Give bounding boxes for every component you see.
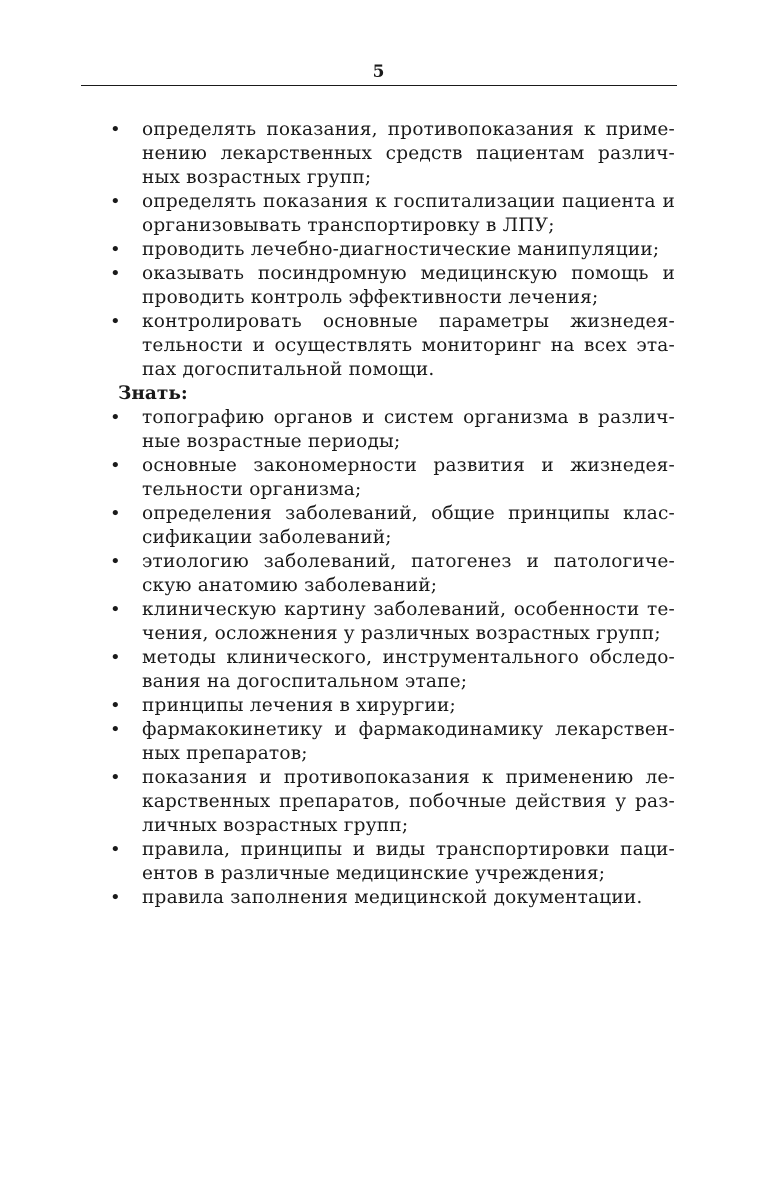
list-item-line: организовывать транспортировку в ЛПУ; <box>142 215 555 236</box>
page-content <box>110 118 675 910</box>
list-item-line: ных препаратов; <box>142 743 308 764</box>
list-item-line: проводить контроль эффективности лечения; <box>142 287 599 308</box>
list-item-line: скую анатомию заболеваний; <box>142 575 438 596</box>
list-item <box>110 886 675 910</box>
list-item-line: проводить лечебно-диагностические манипуляции; <box>142 239 660 260</box>
list-item <box>110 190 675 238</box>
bullet-icon: • <box>110 599 121 620</box>
list-item-line: определения заболеваний, общие принципы клас- <box>142 503 675 524</box>
bullet-icon: • <box>110 119 121 140</box>
bullet-icon: • <box>110 311 121 332</box>
bullet-icon: • <box>110 551 121 572</box>
list-item-line: оказывать посиндромную медицинскую помощь и <box>142 263 675 284</box>
list-item-line: фармакокинетику и фармакодинамику лекарствен- <box>142 719 675 740</box>
list-item-line: клиническую картину заболеваний, особенности те- <box>142 599 675 620</box>
bullet-icon: • <box>110 839 121 860</box>
list-item-line: топографию органов и систем организма в различ- <box>142 407 675 428</box>
list-item <box>110 718 675 766</box>
list-item-line: контролировать основные параметры жизнедея- <box>142 311 675 332</box>
bullet-icon: • <box>110 239 121 260</box>
list-item-line: методы клинического, инструментального обследо- <box>142 647 675 668</box>
list-item <box>110 262 675 310</box>
list-item-line: личных возрастных групп; <box>142 815 409 836</box>
list-item-line: ных возрастных групп; <box>142 167 372 188</box>
list-item <box>110 310 675 382</box>
bullet-icon: • <box>110 647 121 668</box>
know-heading: Знать: <box>118 383 188 404</box>
knowledge-list <box>110 406 675 910</box>
list-item <box>110 550 675 598</box>
list-item <box>110 454 675 502</box>
list-item <box>110 238 675 262</box>
list-item-line: карственных препаратов, побочные действия у раз- <box>142 791 675 812</box>
bullet-icon: • <box>110 503 121 524</box>
list-item <box>110 502 675 550</box>
list-item-line: принципы лечения в хирургии; <box>142 695 456 716</box>
bullet-icon: • <box>110 887 121 908</box>
skills-list <box>110 118 675 382</box>
list-item-line: основные закономерности развития и жизнедея- <box>142 455 675 476</box>
list-item <box>110 598 675 646</box>
list-item-line: тельности и осуществлять мониторинг на всех эта- <box>142 335 675 356</box>
list-item <box>110 646 675 694</box>
list-item-line: пах догоспитальной помощи. <box>142 359 435 380</box>
bullet-icon: • <box>110 191 121 212</box>
list-item-line: правила заполнения медицинской документации. <box>142 887 643 908</box>
bullet-icon: • <box>110 767 121 788</box>
list-item <box>110 406 675 454</box>
list-item-line: показания и противопоказания к применению ле- <box>142 767 675 788</box>
header-rule <box>81 85 677 86</box>
bullet-icon: • <box>110 263 121 284</box>
list-item-line: этиологию заболеваний, патогенез и патологиче- <box>142 551 675 572</box>
list-item-line: ентов в различные медицинские учреждения; <box>142 863 606 884</box>
list-item <box>110 838 675 886</box>
bullet-icon: • <box>110 455 121 476</box>
bullet-icon: • <box>110 719 121 740</box>
list-item-line: определять показания, противопоказания к приме- <box>142 119 675 140</box>
list-item-line: тельности организма; <box>142 479 362 500</box>
list-item-line: нению лекарственных средств пациентам различ- <box>142 143 675 164</box>
list-item <box>110 766 675 838</box>
list-item-line: правила, принципы и виды транспортировки паци- <box>142 839 675 860</box>
page-number: 5 <box>372 62 385 82</box>
list-item <box>110 118 675 190</box>
list-item-line: ные возрастные периоды; <box>142 431 401 452</box>
list-item <box>110 694 675 718</box>
bullet-icon: • <box>110 407 121 428</box>
list-item-line: сификации заболеваний; <box>142 527 392 548</box>
list-item-line: определять показания к госпитализации пациента и <box>142 191 675 212</box>
list-item-line: чения, осложнения у различных возрастных групп; <box>142 623 661 644</box>
list-item-line: вания на догоспитальном этапе; <box>142 671 468 692</box>
bullet-icon: • <box>110 695 121 716</box>
